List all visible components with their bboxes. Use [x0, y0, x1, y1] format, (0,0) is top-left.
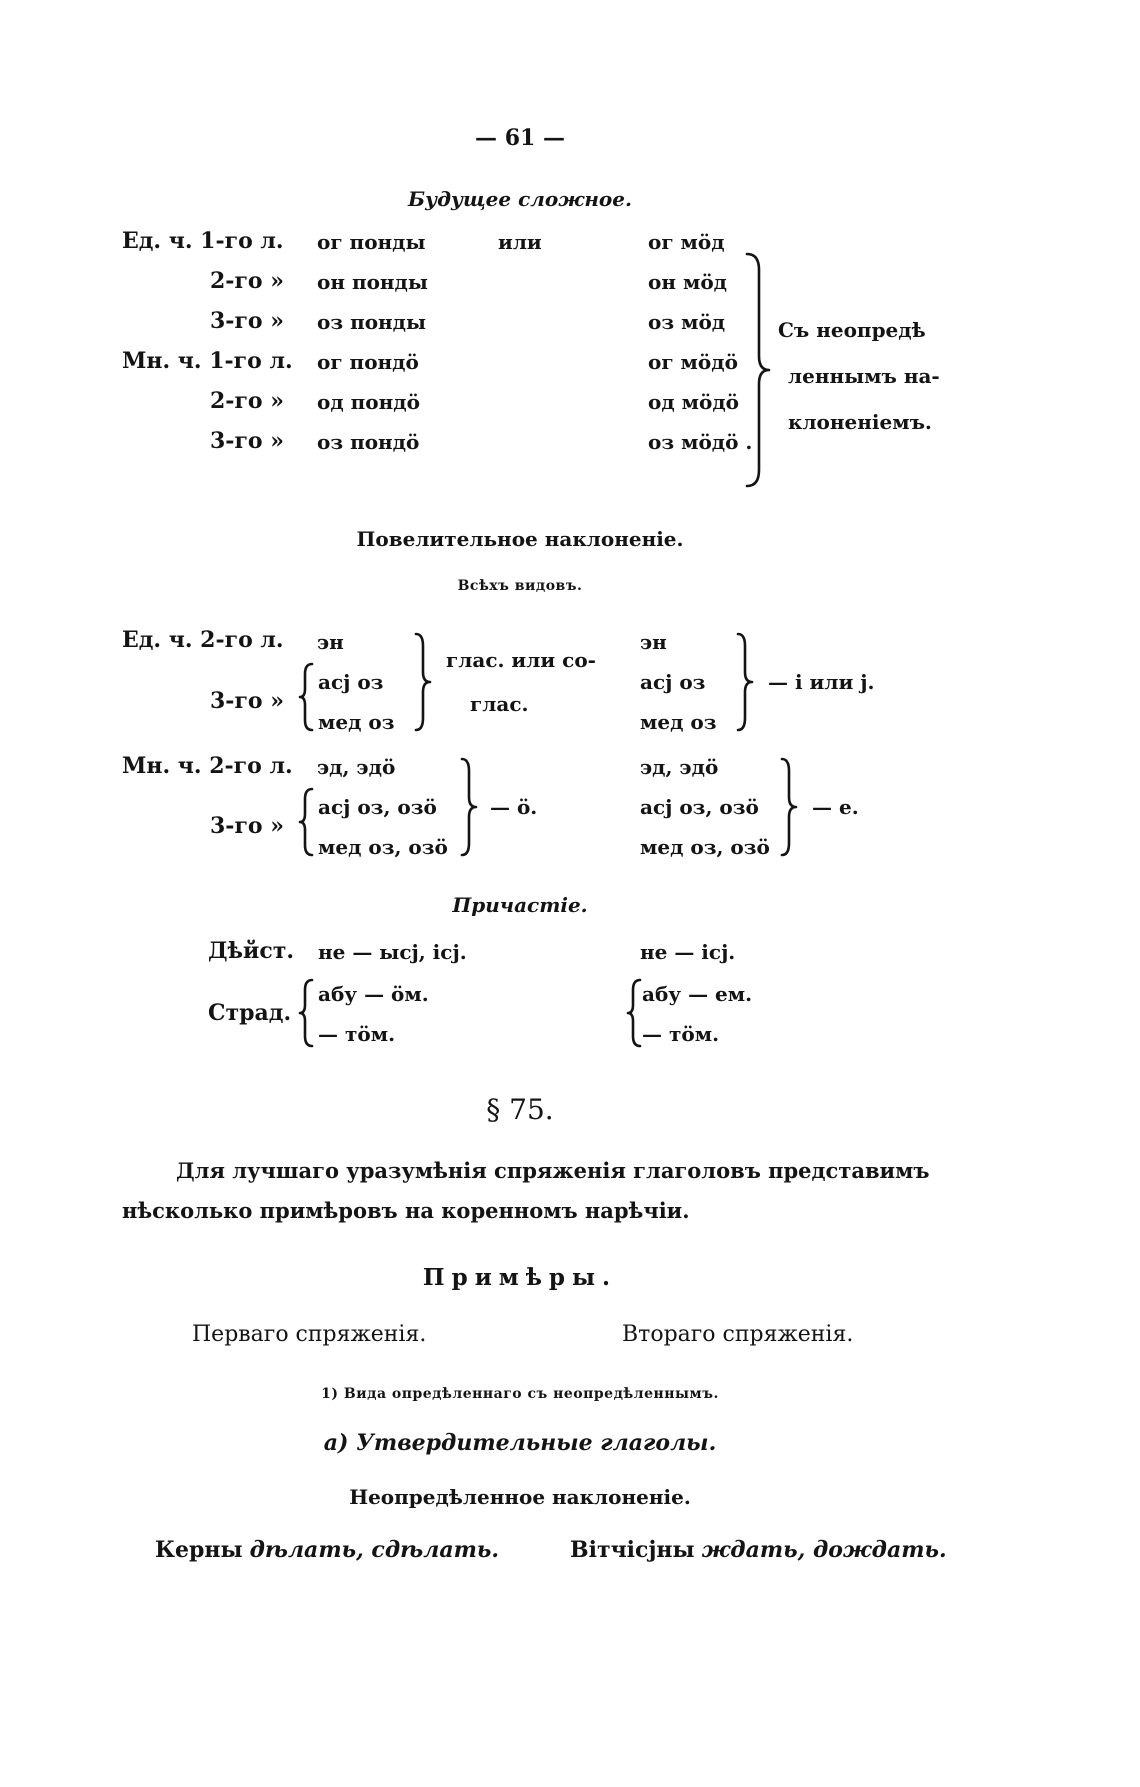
note-line: клоненіемъ. [788, 410, 932, 434]
form-a: мед оз, озӧ [318, 835, 448, 859]
left-brace [628, 978, 642, 1048]
form-b: оз мӧдӧ . [648, 430, 753, 454]
form-a: абу — ӧм. [318, 982, 429, 1006]
section-text-line: Для лучшаго уразумѣнія спряженія глаголовъ представимъ [176, 1158, 930, 1183]
form-b: асј оз [640, 670, 706, 694]
verb-word: Вітчісјны [570, 1537, 695, 1563]
row-label: 3-го » [210, 428, 285, 454]
form-a: асј оз [318, 670, 384, 694]
form-a: мед оз [318, 710, 395, 734]
vowel-note: глас. [470, 692, 529, 716]
form-a: он понды [317, 270, 428, 294]
right-brace [414, 632, 434, 732]
form-a: ог понды [317, 230, 426, 254]
form-a: оз понды [317, 310, 427, 334]
form-b: мед оз, озӧ [640, 835, 770, 859]
form-b: ог мӧдӧ [648, 350, 738, 374]
left-brace [300, 978, 314, 1048]
first-conjugation-heading: Перваго спряженія. [192, 1322, 427, 1347]
examples-title: Примѣры. [422, 1264, 618, 1291]
second-conjugation-heading: Втораго спряженія. [622, 1322, 854, 1347]
form-b: мед оз [640, 710, 717, 734]
form-b: он мӧд [648, 270, 727, 294]
verb-word: Керны [155, 1537, 243, 1563]
form-b: — тӧм. [642, 1022, 720, 1046]
row-label: 3-го » [210, 308, 285, 334]
imperative-title: Повелительное наклоненіе. [356, 527, 684, 551]
participle-title: Причастіе. [452, 893, 588, 917]
row-label: Дѣйст. [208, 938, 295, 964]
row-label: Мн. ч. 2-го л. [122, 753, 293, 779]
row-label: Мн. ч. 1-го л. [122, 348, 293, 374]
form-b: абу — ем. [642, 982, 753, 1006]
form-b: эд, эдӧ [640, 755, 719, 779]
form-a: эд, эдӧ [317, 755, 396, 779]
row-label: Ед. ч. 1-го л. [122, 228, 284, 254]
form-a: — тӧм. [318, 1022, 396, 1046]
ending-note: — і или ј. [768, 670, 875, 694]
right-brace [460, 757, 480, 857]
form-b: оз мӧд [648, 310, 726, 334]
row-label: Ед. ч. 2-го л. [122, 627, 284, 653]
row-label: Страд. [208, 1000, 292, 1026]
note-line: леннымъ на- [788, 364, 940, 388]
right-brace [780, 757, 800, 857]
future-tense-title: Будущее сложное. [408, 187, 632, 211]
row-label: 2-го » [210, 268, 285, 294]
right-brace [736, 632, 756, 732]
infinitive-heading: Неопредѣленное наклоненіе. [349, 1485, 691, 1509]
form-a: од пондӧ [317, 390, 420, 414]
imperative-subtitle: Всѣхъ видовъ. [457, 578, 583, 594]
left-brace [300, 787, 314, 857]
aspect-subheading: 1) Вида опредѣленнаго съ неопредѣленнымъ. [321, 1386, 719, 1402]
ending-note: — е. [812, 795, 859, 819]
form-a: оз пондӧ [317, 430, 420, 454]
row-label: 2-го » [210, 388, 285, 414]
section-text-line: нѣсколько примѣровъ на коренномъ нарѣчіи. [122, 1198, 690, 1223]
verb-translation: дѣлать, сдѣлать. [249, 1537, 500, 1563]
row-label: 3-го » [210, 688, 285, 714]
form-a: асј оз, озӧ [318, 795, 437, 819]
form-a: эн [317, 630, 344, 654]
affirmative-verbs-heading: а) Утвердительные глаголы. [323, 1430, 717, 1456]
ending-note: — ӧ. [490, 795, 538, 819]
vowel-note: глас. или со- [446, 648, 596, 672]
verb-example [570, 1537, 947, 1563]
form-b: не — ісј. [640, 940, 736, 964]
form-b: эн [640, 630, 667, 654]
form-a: не — ысј, ісј. [318, 940, 467, 964]
form-a: ог пондӧ [317, 350, 419, 374]
form-b: од мӧдӧ [648, 390, 740, 414]
form-b: асј оз, озӧ [640, 795, 759, 819]
note-line: Съ неопредѣ [778, 318, 926, 342]
form-b: ог мӧд [648, 230, 725, 254]
left-brace [300, 662, 314, 732]
page-number: — 61 — [475, 125, 565, 151]
right-brace [745, 250, 775, 490]
verb-translation: ждать, дождать. [701, 1537, 947, 1563]
row-label: 3-го » [210, 813, 285, 839]
section-number: § 75. [486, 1093, 554, 1126]
verb-example [155, 1537, 499, 1563]
or-word: или [498, 230, 542, 254]
